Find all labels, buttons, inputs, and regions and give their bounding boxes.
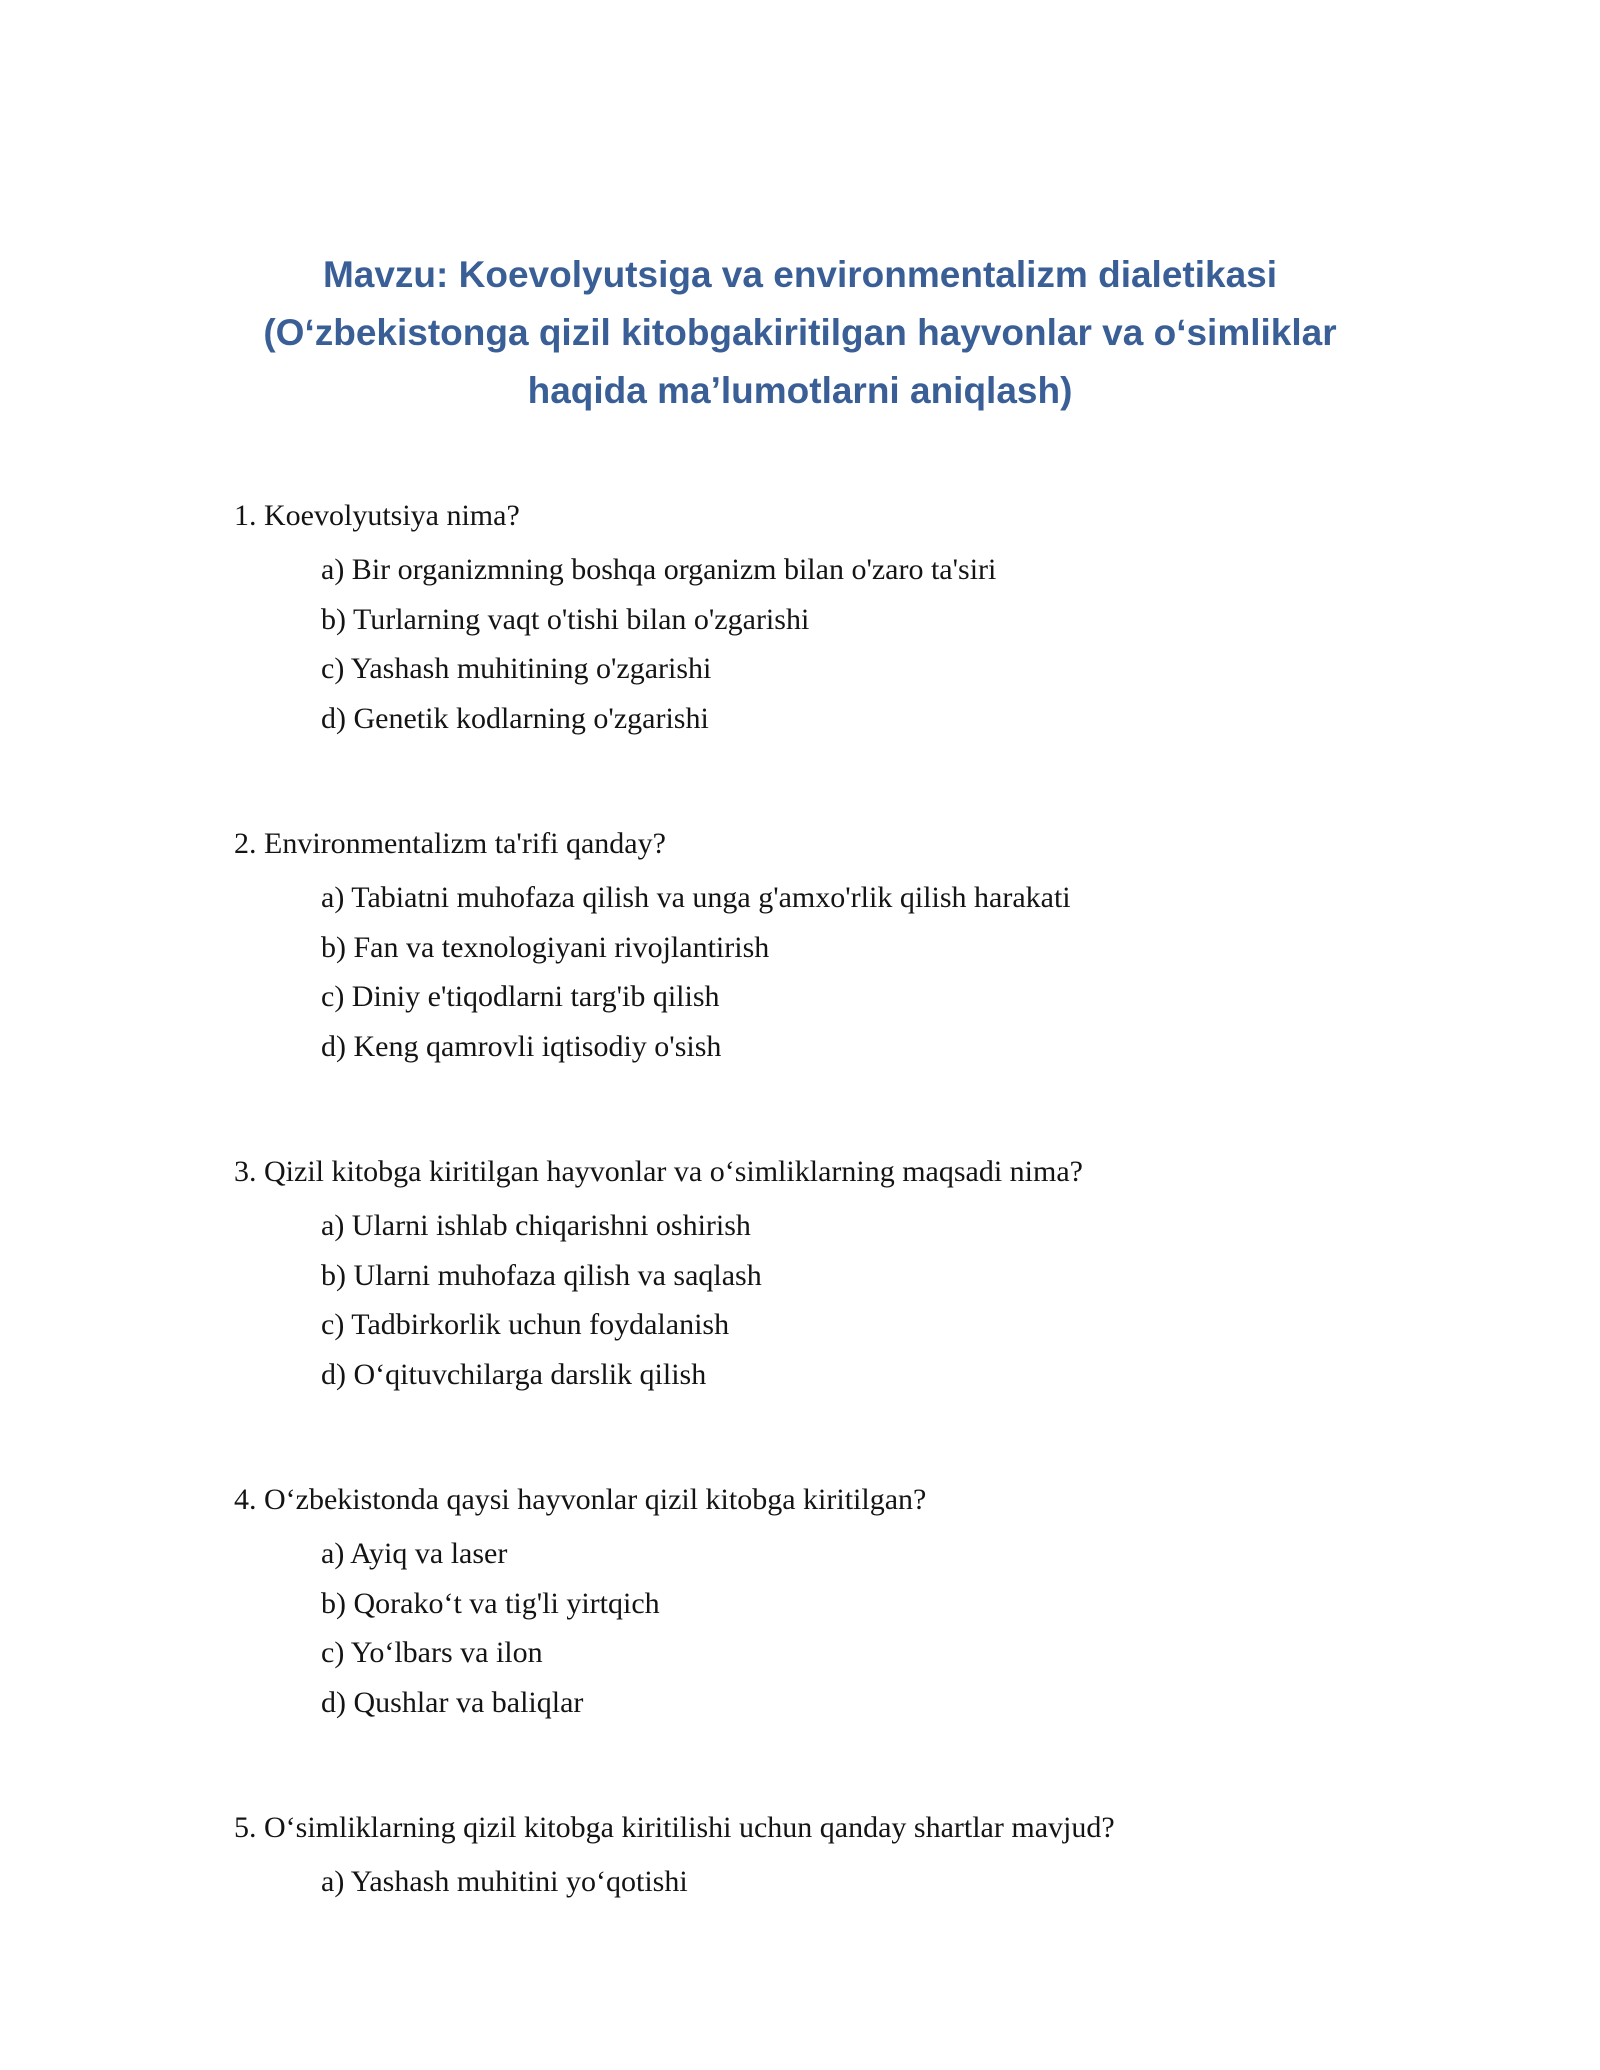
answer-option-a: a) Ularni ishlab chiqarishni oshirish	[321, 1209, 751, 1242]
answer-option-b: b) Qorako‘t va tig'li yirtqich	[321, 1586, 660, 1620]
answer-option-b: b) Fan va texnologiyani rivojlantirish	[321, 930, 770, 964]
answer-option-b: b) Turlarning vaqt o'tishi bilan o'zgarishi	[321, 602, 810, 636]
question-text: 3. Qizil kitobga kiritilgan hayvonlar va o‘simliklarning maqsadi nima?	[234, 1155, 1083, 1188]
answer-option-d: d) Qushlar va baliqlar	[321, 1685, 584, 1719]
answer-option-c: c) Tadbirkorlik uchun foydalanish	[321, 1308, 730, 1341]
question-5	[234, 1799, 1414, 1907]
question-2	[234, 815, 1414, 1071]
question-text: 5. O‘simliklarning qizil kitobga kiritilishi uchun qanday shartlar mavjud?	[234, 1811, 1115, 1844]
question-3	[234, 1143, 1414, 1399]
answer-option-d: d) Keng qamrovli iqtisodiy o'sish	[321, 1029, 722, 1063]
question-text: 2. Environmentalizm ta'rifi qanday?	[234, 827, 666, 860]
answer-option-a: a) Ayiq va laser	[321, 1537, 508, 1570]
answer-option-c: c) Yashash muhitining o'zgarishi	[321, 652, 712, 685]
answer-option-d: d) Genetik kodlarning o'zgarishi	[321, 701, 709, 735]
document-title	[200, 246, 1400, 420]
answer-option-b: b) Ularni muhofaza qilish va saqlash	[321, 1258, 762, 1292]
answer-options	[234, 545, 1414, 743]
question-4	[234, 1471, 1414, 1727]
answer-options	[234, 1529, 1414, 1727]
question-text: 4. O‘zbekistonda qaysi hayvonlar qizil kitobga kiritilgan?	[234, 1483, 927, 1516]
answer-option-c: c) Diniy e'tiqodlarni targ'ib qilish	[321, 980, 720, 1013]
title-line-3: haqida ma’lumotlarni aniqlash)	[527, 370, 1073, 411]
answer-options	[234, 873, 1414, 1071]
answer-option-a: a) Tabiatni muhofaza qilish va unga g'amxo'rlik qilish harakati	[321, 881, 1071, 914]
title-line-2: (O‘zbekistonga qizil kitobgakiritilgan hayvonlar va o‘simliklar	[263, 312, 1337, 353]
answer-option-d: d) O‘qituvchilarga darslik qilish	[321, 1357, 707, 1391]
quiz-questions	[234, 487, 1414, 1979]
title-line-1: Mavzu: Koevolyutsiga va environmentalizm dialetikasi	[322, 254, 1278, 295]
answer-options	[234, 1857, 1414, 1907]
answer-option-a: a) Bir organizmning boshqa organizm bilan o'zaro ta'siri	[321, 553, 997, 586]
answer-option-a: a) Yashash muhitini yo‘qotishi	[321, 1865, 688, 1898]
answer-options	[234, 1201, 1414, 1399]
question-text: 1. Koevolyutsiya nima?	[234, 499, 520, 532]
answer-option-c: c) Yo‘lbars va ilon	[321, 1636, 543, 1669]
question-1	[234, 487, 1414, 743]
